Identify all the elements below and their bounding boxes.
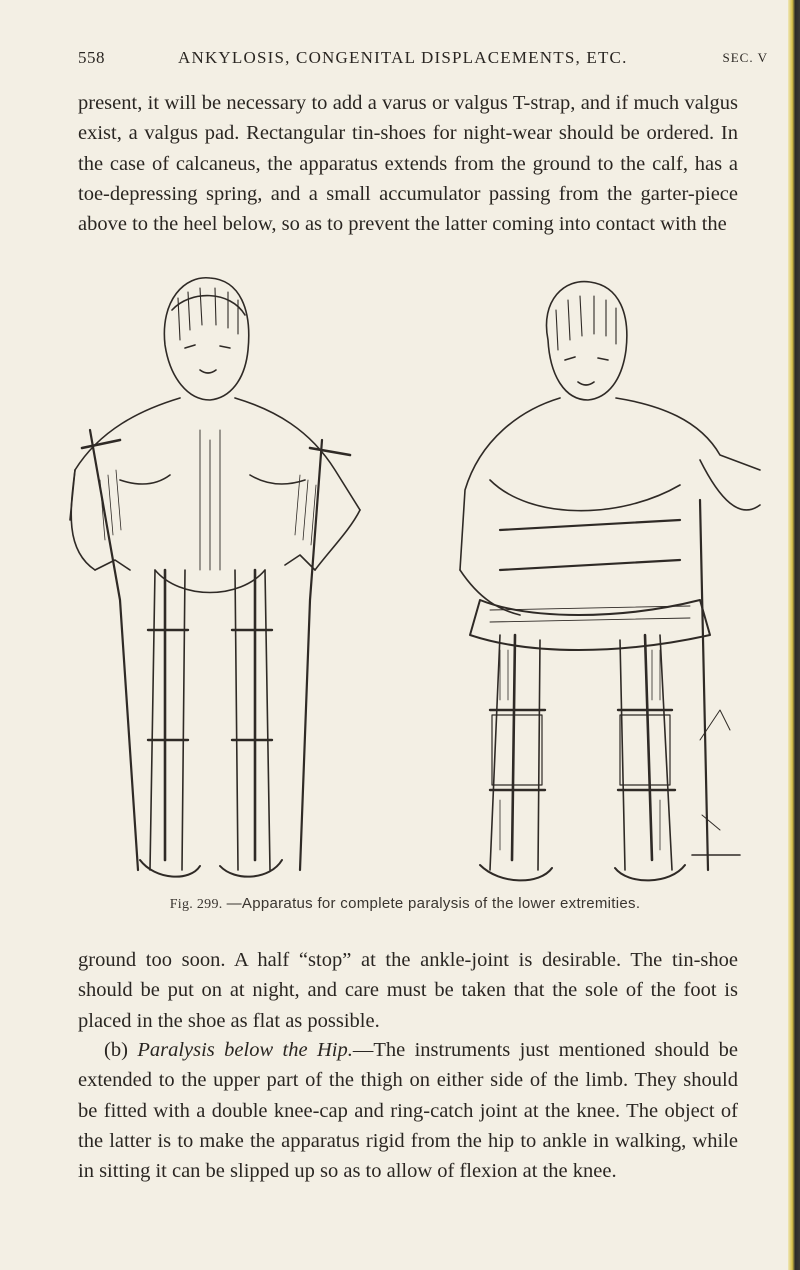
section-text: The instruments just mentioned should be extended to the upper part of the thigh on either side of the limb. They should be fitted with a double knee-cap and ring-catch joint at the knee. The object of the latter is to make the apparatus rigid from the hip to ankle in walking, while in sitting it can be slipped up so as to allow of flexion at the knee. (78, 1039, 738, 1183)
paragraph-section-b (78, 1035, 738, 1186)
figure-label: Fig. 299. (169, 897, 223, 912)
paragraph-continued: ground too soon. A half “stop” at the ankle-joint is desirable. The tin-shoe should be put on at night, and care must be taken that the sole of the foot is placed in the shoe as flat as possible. (78, 949, 738, 1032)
page-number: 558 (78, 48, 105, 67)
paragraph-top: present, it will be necessary to add a varus or valgus T-strap, and if much valgus exist, a valgus pad. Rectangular tin-shoes for night-wear should be ordered. In the case of calcaneus, the apparatus extends from the ground to the calf, has a toe-depressing spring, and a small accumulator passing from the garter-piece above to the heel below, so as to prevent the latter coming into contact with the (78, 92, 738, 236)
section-heading: Paralysis below the Hip. (137, 1039, 353, 1061)
figure-caption (80, 895, 730, 913)
section-label: SEC. V (722, 50, 768, 65)
section-dash: — (352, 1039, 374, 1061)
page-edge (788, 0, 800, 1270)
section-marker: (b) (104, 1039, 128, 1061)
running-head (78, 44, 768, 72)
figure-caption-text: —Apparatus for complete paralysis of the lower extremities. (226, 895, 641, 912)
chapter-title: ANKYLOSIS, CONGENITAL DISPLACEMENTS, ETC. (178, 48, 628, 67)
paralysis-apparatus-engraving (60, 270, 770, 890)
figure-illustration (60, 270, 770, 890)
